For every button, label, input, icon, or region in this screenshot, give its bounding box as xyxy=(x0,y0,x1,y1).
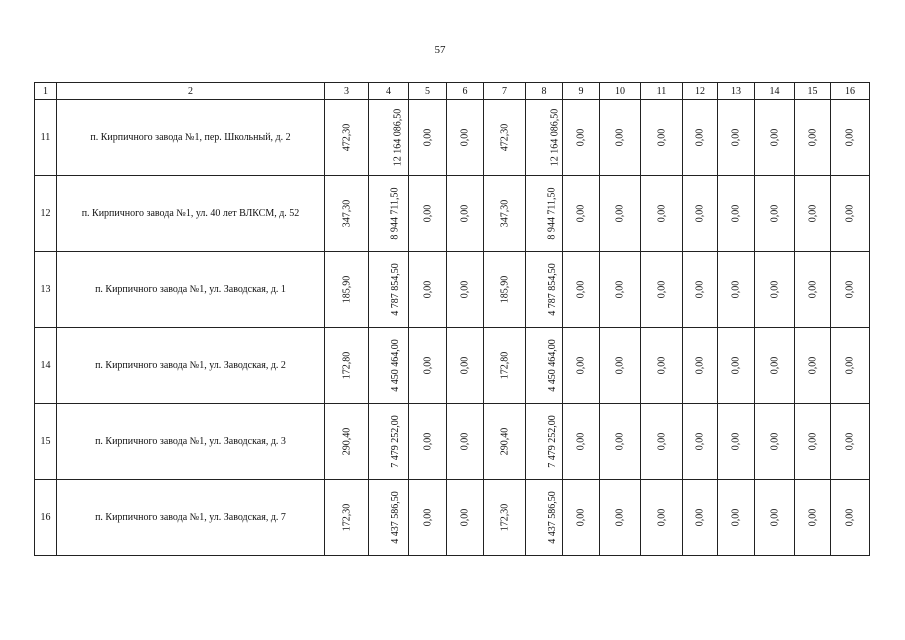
value-cell xyxy=(484,328,526,404)
column-header: 3 xyxy=(325,83,369,100)
value-text: 12 164 086,50 xyxy=(549,108,561,167)
value-cell xyxy=(795,252,831,328)
value-text: 347,30 xyxy=(341,199,352,228)
value-cell xyxy=(526,480,563,556)
row-number-cell: 16 xyxy=(35,480,57,556)
value-cell xyxy=(325,100,369,176)
value-cell xyxy=(755,328,795,404)
value-cell xyxy=(641,328,683,404)
value-text: 0,00 xyxy=(459,432,471,451)
value-text: 0,00 xyxy=(807,356,818,375)
value-cell xyxy=(484,176,526,252)
value-text: 0,00 xyxy=(459,508,471,527)
address-cell: п. Кирпичного завода №1, ул. Заводская, д. 7 xyxy=(57,480,325,556)
value-text: 0,00 xyxy=(769,432,780,451)
value-cell xyxy=(369,404,409,480)
value-cell xyxy=(600,404,641,480)
value-cell xyxy=(718,100,755,176)
value-text: 290,40 xyxy=(341,427,352,456)
value-cell xyxy=(795,176,831,252)
value-text: 0,00 xyxy=(575,128,587,147)
value-cell xyxy=(447,328,484,404)
value-cell xyxy=(641,480,683,556)
address-cell: п. Кирпичного завода №1, ул. Заводская, д. 2 xyxy=(57,328,325,404)
row-number-cell: 12 xyxy=(35,176,57,252)
value-text: 0,00 xyxy=(575,508,587,527)
column-header: 6 xyxy=(447,83,484,100)
value-text: 8 944 711,50 xyxy=(389,187,401,240)
value-cell xyxy=(563,404,600,480)
value-cell xyxy=(369,252,409,328)
column-header: 5 xyxy=(409,83,447,100)
value-cell xyxy=(409,252,447,328)
value-text: 472,30 xyxy=(499,123,510,152)
value-text: 12 164 086,50 xyxy=(392,108,404,167)
value-cell xyxy=(484,100,526,176)
value-cell xyxy=(683,252,718,328)
value-cell xyxy=(600,480,641,556)
value-text: 0,00 xyxy=(844,280,856,299)
value-cell xyxy=(447,404,484,480)
value-text: 4 437 586,50 xyxy=(389,491,401,544)
value-text: 0,00 xyxy=(614,204,626,223)
value-text: 0,00 xyxy=(844,128,856,147)
value-text: 0,00 xyxy=(730,128,742,147)
value-text: 0,00 xyxy=(656,128,667,147)
table-row xyxy=(35,480,870,556)
value-cell xyxy=(718,404,755,480)
value-text: 0,00 xyxy=(844,432,856,451)
value-text: 7 479 252,00 xyxy=(389,415,401,468)
value-text: 472,30 xyxy=(341,123,352,152)
value-text: 0,00 xyxy=(575,432,587,451)
table-row xyxy=(35,252,870,328)
value-cell xyxy=(641,404,683,480)
value-text: 8 944 711,50 xyxy=(546,187,558,240)
value-cell xyxy=(755,480,795,556)
value-cell xyxy=(831,100,870,176)
value-text: 0,00 xyxy=(656,204,667,223)
value-text: 0,00 xyxy=(614,128,626,147)
address-cell: п. Кирпичного завода №1, ул. 40 лет ВЛКСМ, д. 52 xyxy=(57,176,325,252)
value-text: 0,00 xyxy=(730,432,742,451)
value-cell xyxy=(718,328,755,404)
value-cell xyxy=(325,252,369,328)
column-header: 1 xyxy=(35,83,57,100)
value-text: 0,00 xyxy=(694,508,706,527)
value-text: 0,00 xyxy=(769,508,780,527)
column-header: 4 xyxy=(369,83,409,100)
value-cell xyxy=(600,176,641,252)
value-cell xyxy=(600,100,641,176)
value-text: 185,90 xyxy=(341,275,352,304)
value-text: 0,00 xyxy=(694,204,706,223)
column-header: 15 xyxy=(795,83,831,100)
value-text: 290,40 xyxy=(499,427,510,456)
value-cell xyxy=(683,480,718,556)
value-text: 0,00 xyxy=(694,356,706,375)
value-cell xyxy=(600,252,641,328)
value-text: 172,30 xyxy=(341,503,352,532)
value-text: 4 787 854,50 xyxy=(389,263,401,316)
value-text: 0,00 xyxy=(769,128,780,147)
value-text: 0,00 xyxy=(459,204,471,223)
value-cell xyxy=(526,252,563,328)
value-cell xyxy=(369,480,409,556)
value-text: 0,00 xyxy=(422,356,433,375)
column-header: 7 xyxy=(484,83,526,100)
value-text: 7 479 252,00 xyxy=(546,415,558,468)
value-cell xyxy=(683,404,718,480)
header-row xyxy=(35,83,870,100)
column-header: 13 xyxy=(718,83,755,100)
value-text: 0,00 xyxy=(844,204,856,223)
value-cell xyxy=(526,404,563,480)
value-text: 185,90 xyxy=(499,275,510,304)
value-text: 0,00 xyxy=(807,432,818,451)
column-header: 10 xyxy=(600,83,641,100)
value-text: 0,00 xyxy=(614,356,626,375)
value-cell xyxy=(831,480,870,556)
value-cell xyxy=(409,176,447,252)
value-text: 0,00 xyxy=(694,280,706,299)
value-text: 0,00 xyxy=(614,432,626,451)
page-number: 57 xyxy=(434,44,446,56)
value-text: 0,00 xyxy=(844,508,856,527)
value-text: 0,00 xyxy=(422,508,433,527)
column-header: 2 xyxy=(57,83,325,100)
row-number-cell: 11 xyxy=(35,100,57,176)
table-row xyxy=(35,328,870,404)
value-cell xyxy=(795,404,831,480)
value-cell xyxy=(755,100,795,176)
value-cell xyxy=(409,328,447,404)
value-cell xyxy=(526,328,563,404)
value-cell xyxy=(409,480,447,556)
value-text: 0,00 xyxy=(694,432,706,451)
value-text: 4 437 586,50 xyxy=(546,491,558,544)
value-text: 4 450 464,00 xyxy=(389,339,401,392)
value-cell xyxy=(409,100,447,176)
address-cell: п. Кирпичного завода №1, пер. Школьный, д. 2 xyxy=(57,100,325,176)
value-cell xyxy=(831,404,870,480)
value-cell xyxy=(563,480,600,556)
value-text: 0,00 xyxy=(769,356,780,375)
value-cell xyxy=(563,328,600,404)
value-text: 0,00 xyxy=(575,356,587,375)
column-header: 9 xyxy=(563,83,600,100)
value-text: 0,00 xyxy=(807,128,818,147)
value-text: 0,00 xyxy=(422,280,433,299)
value-text: 0,00 xyxy=(575,204,587,223)
column-header: 14 xyxy=(755,83,795,100)
column-header: 11 xyxy=(641,83,683,100)
row-number-cell: 14 xyxy=(35,328,57,404)
value-cell xyxy=(755,404,795,480)
value-text: 4 450 464,00 xyxy=(546,339,558,392)
value-text: 0,00 xyxy=(730,508,742,527)
row-number-cell: 15 xyxy=(35,404,57,480)
value-cell xyxy=(409,404,447,480)
value-cell xyxy=(447,252,484,328)
table-row xyxy=(35,100,870,176)
value-text: 0,00 xyxy=(694,128,706,147)
value-cell xyxy=(526,176,563,252)
value-cell xyxy=(369,328,409,404)
value-cell xyxy=(831,328,870,404)
value-cell xyxy=(325,328,369,404)
value-text: 347,30 xyxy=(499,199,510,228)
value-cell xyxy=(718,176,755,252)
value-text: 0,00 xyxy=(807,280,818,299)
value-cell xyxy=(526,100,563,176)
value-text: 0,00 xyxy=(422,128,433,147)
value-cell xyxy=(600,328,641,404)
value-text: 0,00 xyxy=(844,356,856,375)
value-text: 0,00 xyxy=(614,280,626,299)
value-cell xyxy=(447,100,484,176)
value-text: 0,00 xyxy=(656,280,667,299)
value-cell xyxy=(718,252,755,328)
value-cell xyxy=(484,252,526,328)
value-cell xyxy=(755,252,795,328)
value-text: 172,30 xyxy=(499,503,510,532)
value-cell xyxy=(718,480,755,556)
table-row xyxy=(35,404,870,480)
value-cell xyxy=(325,176,369,252)
value-text: 0,00 xyxy=(656,508,667,527)
value-text: 0,00 xyxy=(422,432,433,451)
value-text: 0,00 xyxy=(730,204,742,223)
table-row xyxy=(35,176,870,252)
address-cell: п. Кирпичного завода №1, ул. Заводская, д. 1 xyxy=(57,252,325,328)
value-cell xyxy=(563,252,600,328)
value-cell xyxy=(563,176,600,252)
value-cell xyxy=(447,480,484,556)
value-cell xyxy=(325,404,369,480)
column-header: 12 xyxy=(683,83,718,100)
value-text: 0,00 xyxy=(769,204,780,223)
value-cell xyxy=(641,176,683,252)
value-text: 0,00 xyxy=(769,280,780,299)
value-text: 0,00 xyxy=(422,204,433,223)
value-text: 0,00 xyxy=(730,356,742,375)
value-text: 4 787 854,50 xyxy=(546,263,558,316)
value-text: 0,00 xyxy=(807,204,818,223)
value-cell xyxy=(795,100,831,176)
value-text: 0,00 xyxy=(730,280,742,299)
value-cell xyxy=(795,328,831,404)
value-text: 0,00 xyxy=(656,356,667,375)
value-cell xyxy=(563,100,600,176)
row-number-cell: 13 xyxy=(35,252,57,328)
value-cell xyxy=(831,252,870,328)
value-cell xyxy=(369,100,409,176)
value-text: 0,00 xyxy=(614,508,626,527)
value-text: 0,00 xyxy=(807,508,818,527)
value-text: 0,00 xyxy=(459,280,471,299)
value-text: 0,00 xyxy=(575,280,587,299)
value-cell xyxy=(447,176,484,252)
value-cell xyxy=(683,328,718,404)
value-text: 172,80 xyxy=(499,351,510,380)
value-cell xyxy=(683,176,718,252)
value-text: 0,00 xyxy=(459,356,471,375)
value-cell xyxy=(683,100,718,176)
column-header: 16 xyxy=(831,83,870,100)
value-cell xyxy=(831,176,870,252)
value-cell xyxy=(325,480,369,556)
value-text: 172,80 xyxy=(341,351,352,380)
value-cell xyxy=(641,252,683,328)
address-cell: п. Кирпичного завода №1, ул. Заводская, д. 3 xyxy=(57,404,325,480)
value-cell xyxy=(641,100,683,176)
value-cell xyxy=(484,480,526,556)
value-cell xyxy=(369,176,409,252)
value-cell xyxy=(755,176,795,252)
value-cell xyxy=(795,480,831,556)
data-table xyxy=(34,82,870,556)
value-cell xyxy=(484,404,526,480)
value-text: 0,00 xyxy=(656,432,667,451)
value-text: 0,00 xyxy=(459,128,471,147)
column-header: 8 xyxy=(526,83,563,100)
